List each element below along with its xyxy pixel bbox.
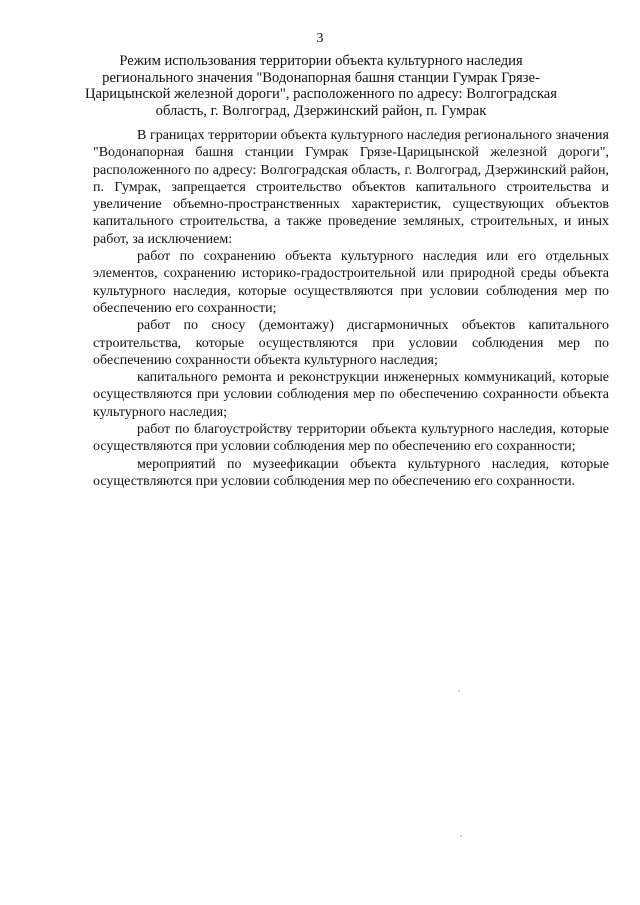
paragraph-demolition-works: работ по сносу (демонтажу) дисгармоничных объектов капитального строительства, которые осуществляются при условии соблюдения мер по обеспечению сохранности объекта культурного наследия; xyxy=(93,318,609,368)
title-line-2: регионального значения "Водонапорная башня станции Гумрак Грязе- xyxy=(102,69,540,86)
paragraph-intro: В границах территории объекта культурного наследия регионального значения "Водонапорная башня станции Гумрак Грязе-Царицынской железной дороги", расположенного по адресу: Волгоградская область, г. Волгоград, Дзержинский район, п. Гумрак, запрещается строительство объектов капитального строительства и увеличение объемно-пространственных характеристик, существующих объектов капитального строительства, а также проведение земляных, строительных, и иных работ, за исключением: xyxy=(93,128,609,247)
title-line-3: Царицынской железной дороги", расположенного по адресу: Волгоградская xyxy=(84,86,557,102)
title-line-4: область, г. Волгоград, Дзержинский район, п. Гумрак xyxy=(155,102,487,119)
title-line-1: Режим использования территории объекта культурного наследия xyxy=(119,53,523,69)
document-title xyxy=(76,53,566,119)
scan-speck xyxy=(458,690,460,692)
paragraph-museumification: мероприятий по музеефикации объекта культурного наследия, которые осуществляются при условии соблюдения мер по обеспечению его сохранности. xyxy=(93,456,609,489)
scan-speck xyxy=(460,835,462,837)
paragraph-landscaping-works: работ по благоустройству территории объекта культурного наследия, которые осуществляются при условии соблюдения мер по обеспечению его сохранности; xyxy=(93,422,609,455)
page-number: 3 xyxy=(316,31,324,46)
paragraph-utility-repair: капитального ремонта и реконструкции инженерных коммуникаций, которые осуществляются при условии соблюдения мер по обеспечению сохранности объекта культурного наследия; xyxy=(93,370,609,420)
paragraph-preservation-works: работ по сохранению объекта культурного наследия или его отдельных элементов, сохранению историко-градостроительной или природной среды объекта культурного наследия, которые осуществляются при условии соблюдения мер по обеспечению его сохранности; xyxy=(93,249,609,316)
document-body xyxy=(93,127,609,490)
